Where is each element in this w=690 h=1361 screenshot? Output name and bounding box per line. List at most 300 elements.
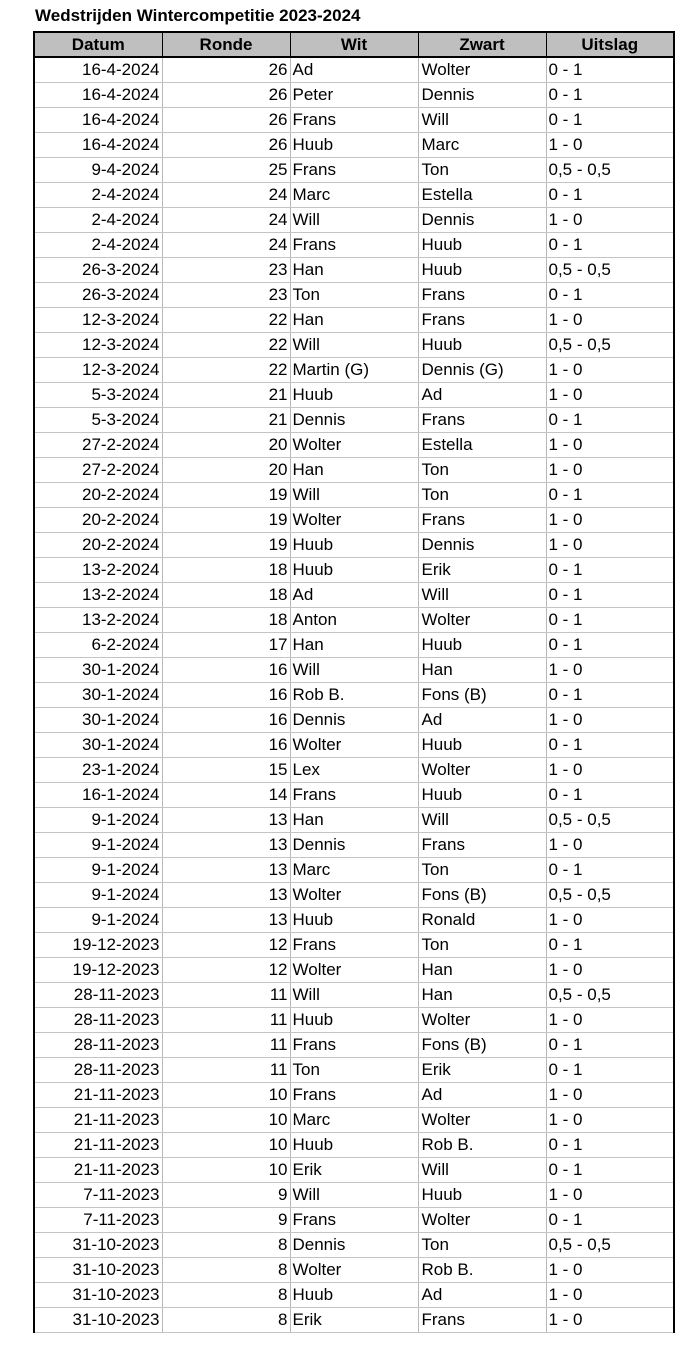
cell-black: Han: [418, 983, 546, 1008]
cell-white: Erik: [290, 1158, 418, 1183]
cell-date: 2-4-2024: [34, 233, 162, 258]
cell-result: 0,5 - 0,5: [546, 983, 674, 1008]
cell-date: 16-4-2024: [34, 108, 162, 133]
cell-date: 2-4-2024: [34, 183, 162, 208]
cell-result: 0 - 1: [546, 1033, 674, 1058]
cell-result: 1 - 0: [546, 1283, 674, 1308]
cell-white: Marc: [290, 858, 418, 883]
cell-black: Wolter: [418, 1008, 546, 1033]
cell-white: Dennis: [290, 1233, 418, 1258]
cell-white: Huub: [290, 908, 418, 933]
cell-round: 26: [162, 108, 290, 133]
cell-round: 11: [162, 1008, 290, 1033]
table-row[interactable]: [34, 1208, 674, 1233]
cell-result: 0 - 1: [546, 1058, 674, 1083]
cell-round: 19: [162, 533, 290, 558]
table-row[interactable]: [34, 583, 674, 608]
cell-black: Marc: [418, 133, 546, 158]
table-row[interactable]: [34, 683, 674, 708]
cell-round: 22: [162, 333, 290, 358]
table-row[interactable]: [34, 1158, 674, 1183]
cell-date: 12-3-2024: [34, 358, 162, 383]
cell-white: Huub: [290, 1283, 418, 1308]
table-row[interactable]: [34, 983, 674, 1008]
cell-date: 28-11-2023: [34, 1058, 162, 1083]
table-row[interactable]: [34, 808, 674, 833]
cell-black: Huub: [418, 233, 546, 258]
cell-black: Frans: [418, 308, 546, 333]
cell-result: 0,5 - 0,5: [546, 808, 674, 833]
cell-round: 11: [162, 1058, 290, 1083]
cell-round: 8: [162, 1283, 290, 1308]
cell-white: Martin (G): [290, 358, 418, 383]
cell-result: 0,5 - 0,5: [546, 158, 674, 183]
cell-black: Ton: [418, 858, 546, 883]
cell-white: Huub: [290, 558, 418, 583]
cell-result: 0 - 1: [546, 283, 674, 308]
cell-date: 12-3-2024: [34, 333, 162, 358]
cell-round: 21: [162, 408, 290, 433]
cell-result: 0,5 - 0,5: [546, 883, 674, 908]
table-row[interactable]: [34, 57, 674, 83]
table-row[interactable]: [34, 283, 674, 308]
table-row[interactable]: [34, 708, 674, 733]
cell-result: 0 - 1: [546, 733, 674, 758]
cell-date: 16-4-2024: [34, 83, 162, 108]
cell-result: 0 - 1: [546, 108, 674, 133]
header-row: [34, 32, 674, 57]
cell-round: 9: [162, 1183, 290, 1208]
cell-date: 9-1-2024: [34, 883, 162, 908]
table-row[interactable]: [34, 1133, 674, 1158]
cell-round: 18: [162, 608, 290, 633]
cell-result: 1 - 0: [546, 833, 674, 858]
table-row[interactable]: [34, 733, 674, 758]
cell-round: 23: [162, 283, 290, 308]
cell-round: 22: [162, 358, 290, 383]
cell-round: 9: [162, 1208, 290, 1233]
table-row[interactable]: [34, 83, 674, 108]
cell-date: 27-2-2024: [34, 458, 162, 483]
cell-black: Rob B.: [418, 1133, 546, 1158]
table-row[interactable]: [34, 308, 674, 333]
cell-round: 20: [162, 458, 290, 483]
table-row[interactable]: [34, 833, 674, 858]
cell-round: 12: [162, 933, 290, 958]
cell-result: 0 - 1: [546, 933, 674, 958]
table-row[interactable]: [34, 408, 674, 433]
cell-round: 12: [162, 958, 290, 983]
cell-date: 23-1-2024: [34, 758, 162, 783]
table-row[interactable]: [34, 108, 674, 133]
cell-black: Huub: [418, 633, 546, 658]
cell-date: 9-1-2024: [34, 858, 162, 883]
table-row[interactable]: [34, 633, 674, 658]
cell-white: Dennis: [290, 408, 418, 433]
cell-round: 26: [162, 57, 290, 83]
cell-round: 15: [162, 758, 290, 783]
cell-date: 5-3-2024: [34, 408, 162, 433]
cell-white: Will: [290, 983, 418, 1008]
cell-date: 20-2-2024: [34, 483, 162, 508]
cell-black: Han: [418, 958, 546, 983]
cell-round: 16: [162, 683, 290, 708]
cell-white: Huub: [290, 383, 418, 408]
cell-black: Ad: [418, 1283, 546, 1308]
cell-round: 16: [162, 658, 290, 683]
cell-white: Frans: [290, 1208, 418, 1233]
cell-white: Marc: [290, 1108, 418, 1133]
table-row[interactable]: [34, 333, 674, 358]
cell-round: 11: [162, 1033, 290, 1058]
cell-white: Wolter: [290, 508, 418, 533]
table-row[interactable]: [34, 133, 674, 158]
cell-result: 0 - 1: [546, 1133, 674, 1158]
cell-black: Ad: [418, 1083, 546, 1108]
cell-result: 0 - 1: [546, 783, 674, 808]
cell-round: 10: [162, 1133, 290, 1158]
cell-black: Ton: [418, 458, 546, 483]
table-row[interactable]: [34, 458, 674, 483]
cell-date: 19-12-2023: [34, 933, 162, 958]
cell-date: 30-1-2024: [34, 658, 162, 683]
cell-result: 1 - 0: [546, 433, 674, 458]
cell-result: 0 - 1: [546, 633, 674, 658]
cell-round: 13: [162, 808, 290, 833]
table-row[interactable]: [34, 558, 674, 583]
cell-white: Will: [290, 658, 418, 683]
cell-result: 1 - 0: [546, 1008, 674, 1033]
cell-white: Ton: [290, 1058, 418, 1083]
cell-date: 12-3-2024: [34, 308, 162, 333]
table-row[interactable]: [34, 208, 674, 233]
cell-black: Wolter: [418, 57, 546, 83]
cell-white: Wolter: [290, 958, 418, 983]
cell-date: 28-11-2023: [34, 1008, 162, 1033]
cell-round: 26: [162, 133, 290, 158]
cell-black: Han: [418, 658, 546, 683]
cell-black: Wolter: [418, 608, 546, 633]
table-row[interactable]: [34, 533, 674, 558]
cell-round: 13: [162, 883, 290, 908]
cell-white: Han: [290, 633, 418, 658]
cell-result: 0 - 1: [546, 57, 674, 83]
cell-result: 1 - 0: [546, 958, 674, 983]
cell-result: 0,5 - 0,5: [546, 1233, 674, 1258]
cell-result: 0,5 - 0,5: [546, 333, 674, 358]
cell-date: 16-4-2024: [34, 133, 162, 158]
cell-round: 26: [162, 83, 290, 108]
cell-black: Huub: [418, 1183, 546, 1208]
cell-date: 9-1-2024: [34, 833, 162, 858]
cell-round: 13: [162, 858, 290, 883]
cell-result: 1 - 0: [546, 1108, 674, 1133]
cell-white: Wolter: [290, 883, 418, 908]
cell-black: Ton: [418, 1233, 546, 1258]
cell-result: 0 - 1: [546, 1158, 674, 1183]
cell-round: 23: [162, 258, 290, 283]
cell-white: Frans: [290, 233, 418, 258]
table-row[interactable]: [34, 1083, 674, 1108]
cell-date: 28-11-2023: [34, 983, 162, 1008]
cell-black: Will: [418, 1158, 546, 1183]
cell-date: 26-3-2024: [34, 258, 162, 283]
table-row[interactable]: [34, 1058, 674, 1083]
cell-white: Marc: [290, 183, 418, 208]
cell-round: 24: [162, 208, 290, 233]
cell-round: 22: [162, 308, 290, 333]
cell-date: 31-10-2023: [34, 1258, 162, 1283]
cell-date: 31-10-2023: [34, 1283, 162, 1308]
cell-round: 8: [162, 1308, 290, 1333]
cell-date: 16-4-2024: [34, 57, 162, 83]
cell-date: 21-11-2023: [34, 1133, 162, 1158]
cell-white: Wolter: [290, 433, 418, 458]
cell-result: 1 - 0: [546, 358, 674, 383]
cell-result: 1 - 0: [546, 708, 674, 733]
cell-result: 0 - 1: [546, 83, 674, 108]
cell-black: Fons (B): [418, 1033, 546, 1058]
cell-date: 20-2-2024: [34, 508, 162, 533]
cell-black: Frans: [418, 283, 546, 308]
cell-result: 0,5 - 0,5: [546, 258, 674, 283]
cell-result: 1 - 0: [546, 208, 674, 233]
column-header-date[interactable]: Datum: [34, 32, 162, 57]
table-row[interactable]: [34, 233, 674, 258]
cell-white: Frans: [290, 1033, 418, 1058]
cell-round: 19: [162, 483, 290, 508]
cell-round: 17: [162, 633, 290, 658]
cell-black: Ronald: [418, 908, 546, 933]
cell-date: 26-3-2024: [34, 283, 162, 308]
cell-round: 14: [162, 783, 290, 808]
table-row[interactable]: [34, 758, 674, 783]
cell-black: Erik: [418, 1058, 546, 1083]
cell-result: 1 - 0: [546, 1258, 674, 1283]
cell-black: Rob B.: [418, 1258, 546, 1283]
cell-white: Will: [290, 208, 418, 233]
cell-date: 2-4-2024: [34, 208, 162, 233]
table-row[interactable]: [34, 958, 674, 983]
cell-round: 16: [162, 708, 290, 733]
cell-round: 25: [162, 158, 290, 183]
cell-round: 24: [162, 183, 290, 208]
cell-black: Ton: [418, 158, 546, 183]
cell-date: 19-12-2023: [34, 958, 162, 983]
cell-round: 19: [162, 508, 290, 533]
cell-black: Estella: [418, 183, 546, 208]
cell-white: Frans: [290, 1083, 418, 1108]
cell-round: 21: [162, 383, 290, 408]
cell-result: 0 - 1: [546, 558, 674, 583]
table-row[interactable]: [34, 908, 674, 933]
cell-date: 5-3-2024: [34, 383, 162, 408]
cell-black: Wolter: [418, 1108, 546, 1133]
cell-white: Ad: [290, 57, 418, 83]
cell-white: Ton: [290, 283, 418, 308]
table-row[interactable]: [34, 258, 674, 283]
cell-date: 6-2-2024: [34, 633, 162, 658]
cell-black: Frans: [418, 1308, 546, 1333]
table-row[interactable]: [34, 508, 674, 533]
cell-date: 9-4-2024: [34, 158, 162, 183]
cell-round: 16: [162, 733, 290, 758]
table-row[interactable]: [34, 483, 674, 508]
table-row[interactable]: [34, 1183, 674, 1208]
cell-white: Lex: [290, 758, 418, 783]
cell-white: Wolter: [290, 733, 418, 758]
cell-black: Frans: [418, 408, 546, 433]
cell-white: Will: [290, 1183, 418, 1208]
table-row[interactable]: [34, 1108, 674, 1133]
cell-black: Dennis: [418, 533, 546, 558]
cell-black: Frans: [418, 833, 546, 858]
cell-white: Will: [290, 333, 418, 358]
table-row[interactable]: [34, 933, 674, 958]
cell-black: Huub: [418, 783, 546, 808]
cell-result: 1 - 0: [546, 133, 674, 158]
cell-date: 21-11-2023: [34, 1108, 162, 1133]
table-row[interactable]: [34, 658, 674, 683]
cell-round: 8: [162, 1233, 290, 1258]
cell-black: Estella: [418, 433, 546, 458]
cell-result: 1 - 0: [546, 458, 674, 483]
cell-round: 11: [162, 983, 290, 1008]
cell-white: Peter: [290, 83, 418, 108]
cell-date: 20-2-2024: [34, 533, 162, 558]
cell-white: Huub: [290, 133, 418, 158]
cell-round: 10: [162, 1108, 290, 1133]
cell-result: 1 - 0: [546, 1083, 674, 1108]
cell-round: 10: [162, 1083, 290, 1108]
cell-result: 0 - 1: [546, 183, 674, 208]
cell-date: 13-2-2024: [34, 608, 162, 633]
cell-result: 1 - 0: [546, 1183, 674, 1208]
cell-white: Frans: [290, 158, 418, 183]
cell-black: Huub: [418, 733, 546, 758]
column-header-white[interactable]: Wit: [290, 32, 418, 57]
cell-result: 1 - 0: [546, 383, 674, 408]
table-row[interactable]: [34, 858, 674, 883]
cell-white: Han: [290, 258, 418, 283]
cell-round: 24: [162, 233, 290, 258]
cell-black: Will: [418, 108, 546, 133]
cell-white: Ad: [290, 583, 418, 608]
cell-result: 0 - 1: [546, 583, 674, 608]
cell-white: Huub: [290, 533, 418, 558]
cell-white: Rob B.: [290, 683, 418, 708]
table-header: [34, 32, 674, 57]
cell-result: 0 - 1: [546, 408, 674, 433]
table-row[interactable]: [34, 383, 674, 408]
table-row[interactable]: [34, 1033, 674, 1058]
cell-black: Ad: [418, 708, 546, 733]
cell-black: Ton: [418, 483, 546, 508]
cell-white: Han: [290, 458, 418, 483]
table-row[interactable]: [34, 358, 674, 383]
column-header-round[interactable]: Ronde: [162, 32, 290, 57]
cell-result: 0 - 1: [546, 608, 674, 633]
cell-result: 0 - 1: [546, 683, 674, 708]
cell-black: Fons (B): [418, 683, 546, 708]
cell-date: 30-1-2024: [34, 733, 162, 758]
table-row[interactable]: [34, 183, 674, 208]
table-row[interactable]: [34, 783, 674, 808]
table-row[interactable]: [34, 158, 674, 183]
table-row[interactable]: [34, 433, 674, 458]
cell-round: 10: [162, 1158, 290, 1183]
cell-date: 16-1-2024: [34, 783, 162, 808]
cell-white: Frans: [290, 108, 418, 133]
column-header-result[interactable]: Uitslag: [546, 32, 674, 57]
cell-result: 1 - 0: [546, 508, 674, 533]
cell-black: Wolter: [418, 758, 546, 783]
table-row[interactable]: [34, 608, 674, 633]
cell-date: 30-1-2024: [34, 683, 162, 708]
cell-date: 7-11-2023: [34, 1208, 162, 1233]
cell-white: Huub: [290, 1008, 418, 1033]
cell-black: Ad: [418, 383, 546, 408]
cell-black: Dennis (G): [418, 358, 546, 383]
table-row[interactable]: [34, 1283, 674, 1308]
cell-result: 1 - 0: [546, 533, 674, 558]
cell-result: 1 - 0: [546, 908, 674, 933]
table-row[interactable]: [34, 1233, 674, 1258]
cell-white: Wolter: [290, 1258, 418, 1283]
cell-black: Will: [418, 583, 546, 608]
cell-date: 31-10-2023: [34, 1308, 162, 1333]
table-row[interactable]: [34, 1008, 674, 1033]
table-row[interactable]: [34, 883, 674, 908]
cell-date: 9-1-2024: [34, 808, 162, 833]
results-table: [33, 31, 675, 1333]
cell-result: 1 - 0: [546, 1308, 674, 1333]
table-row[interactable]: [34, 1308, 674, 1333]
cell-round: 20: [162, 433, 290, 458]
cell-date: 13-2-2024: [34, 583, 162, 608]
cell-black: Fons (B): [418, 883, 546, 908]
cell-white: Huub: [290, 1133, 418, 1158]
cell-result: 1 - 0: [546, 308, 674, 333]
table-body: [34, 57, 674, 1333]
column-header-black[interactable]: Zwart: [418, 32, 546, 57]
cell-black: Frans: [418, 508, 546, 533]
cell-result: 1 - 0: [546, 658, 674, 683]
cell-round: 13: [162, 908, 290, 933]
cell-white: Han: [290, 308, 418, 333]
cell-white: Frans: [290, 933, 418, 958]
cell-white: Anton: [290, 608, 418, 633]
table-row[interactable]: [34, 1258, 674, 1283]
cell-white: Erik: [290, 1308, 418, 1333]
cell-black: Wolter: [418, 1208, 546, 1233]
cell-white: Dennis: [290, 833, 418, 858]
cell-round: 13: [162, 833, 290, 858]
cell-result: 0 - 1: [546, 858, 674, 883]
cell-white: Frans: [290, 783, 418, 808]
cell-result: 0 - 1: [546, 233, 674, 258]
cell-black: Erik: [418, 558, 546, 583]
cell-date: 27-2-2024: [34, 433, 162, 458]
cell-white: Han: [290, 808, 418, 833]
cell-date: 28-11-2023: [34, 1033, 162, 1058]
cell-date: 21-11-2023: [34, 1158, 162, 1183]
cell-result: 1 - 0: [546, 758, 674, 783]
cell-round: 18: [162, 558, 290, 583]
cell-result: 0 - 1: [546, 483, 674, 508]
cell-round: 8: [162, 1258, 290, 1283]
cell-black: Dennis: [418, 83, 546, 108]
